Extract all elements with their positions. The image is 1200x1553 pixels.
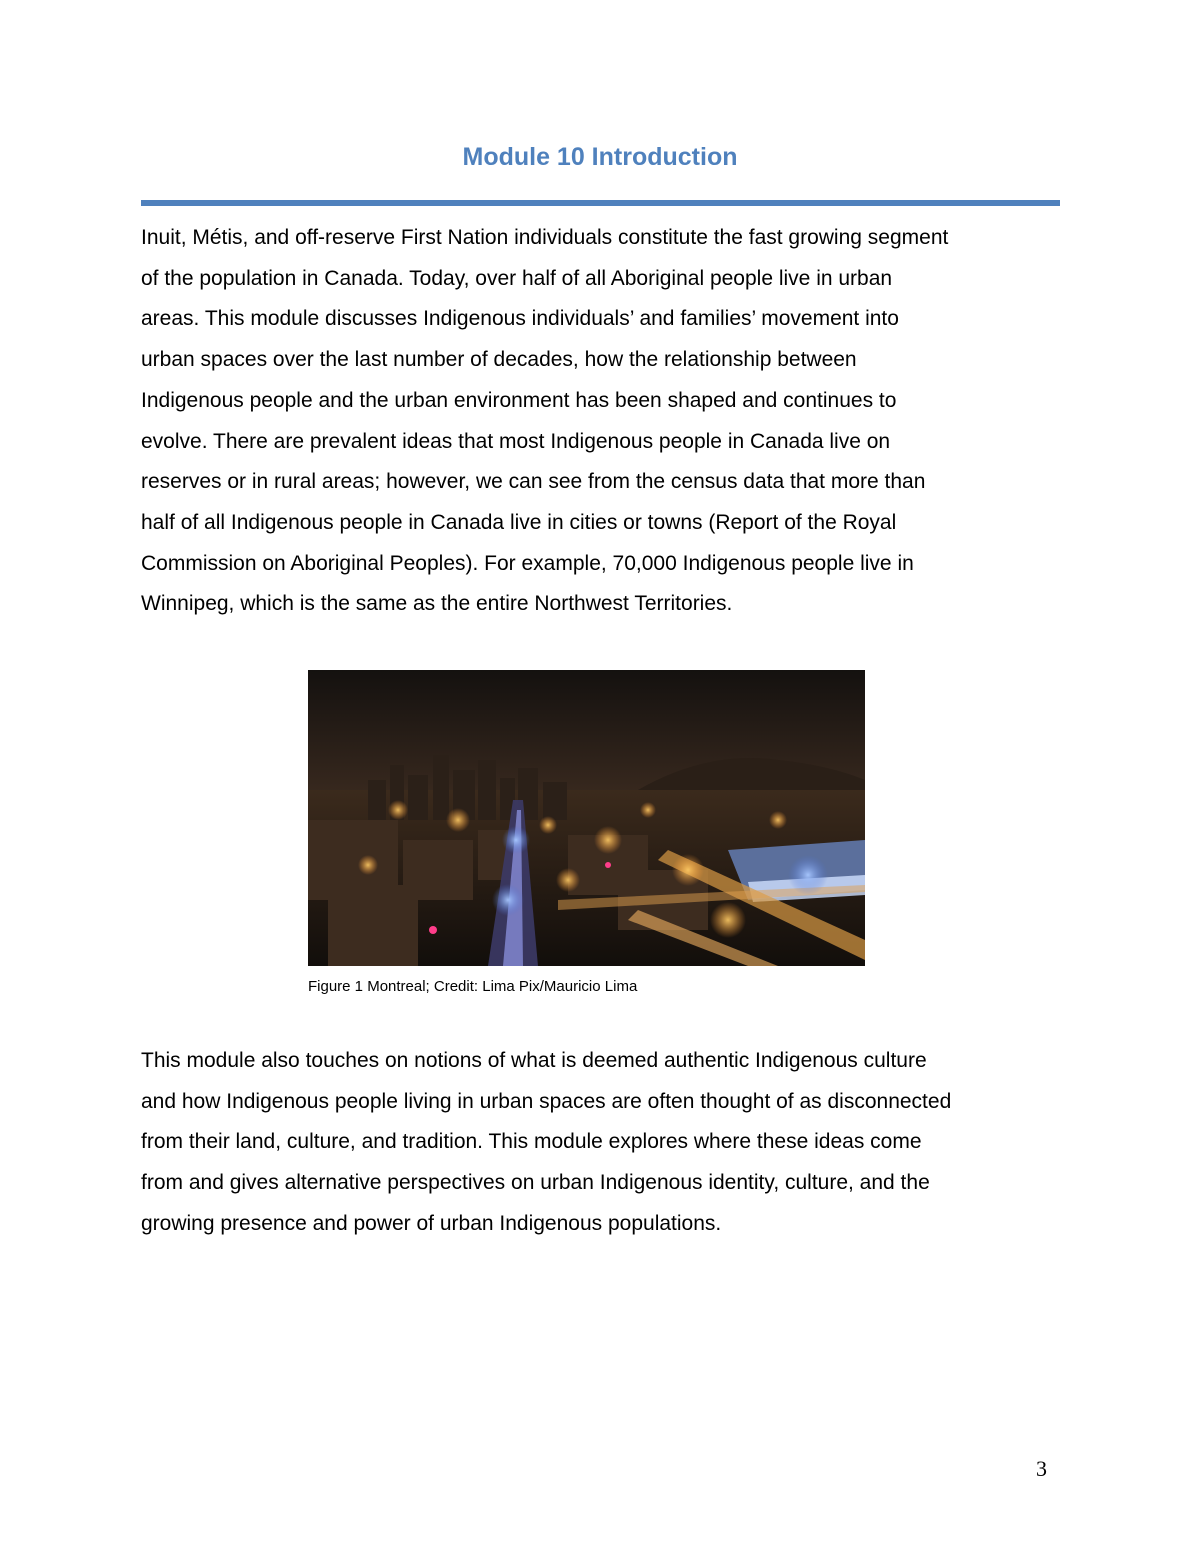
page-title: Module 10 Introduction [462,143,738,171]
page-number: 3 [1036,1456,1047,1481]
montreal-night-photo [308,670,865,966]
intro-paragraph: Inuit, Métis, and off-reserve First Nation individuals constitute the fast growing segment of the population in Canada. Today, over half of all Aboriginal people live in urban areas. This module discusses Indigenous individuals’ and families’ movement into urban spaces over the last number of decades, how the relationship between Indigenous people and the urban environment has been shaped and continues to evolve. There are prevalent ideas that most Indigenous people in Canada live on reserves or in rural areas; however, we can see from the census data that more than half of all Indigenous people in Canada live in cities or towns (Report of the Royal Commission on Aboriginal Peoples). For example, 70,000 Indigenous people live in Winnipeg, which is the same as the entire Northwest Territories. [141,226,949,616]
city-night-illustration [308,670,865,966]
title-underline [141,200,1060,206]
second-paragraph: This module also touches on notions of what is deemed authentic Indigenous culture and how Indigenous people living in urban spaces are often thought of as disconnected from their land, culture, and tradition. This module explores where these ideas come from and gives alternative perspectives on urban Indigenous identity, culture, and the growing presence and power of urban Indigenous populations. [141,1049,952,1235]
figure-caption: Figure 1 Montreal; Credit: Lima Pix/Mauricio Lima [308,978,638,995]
